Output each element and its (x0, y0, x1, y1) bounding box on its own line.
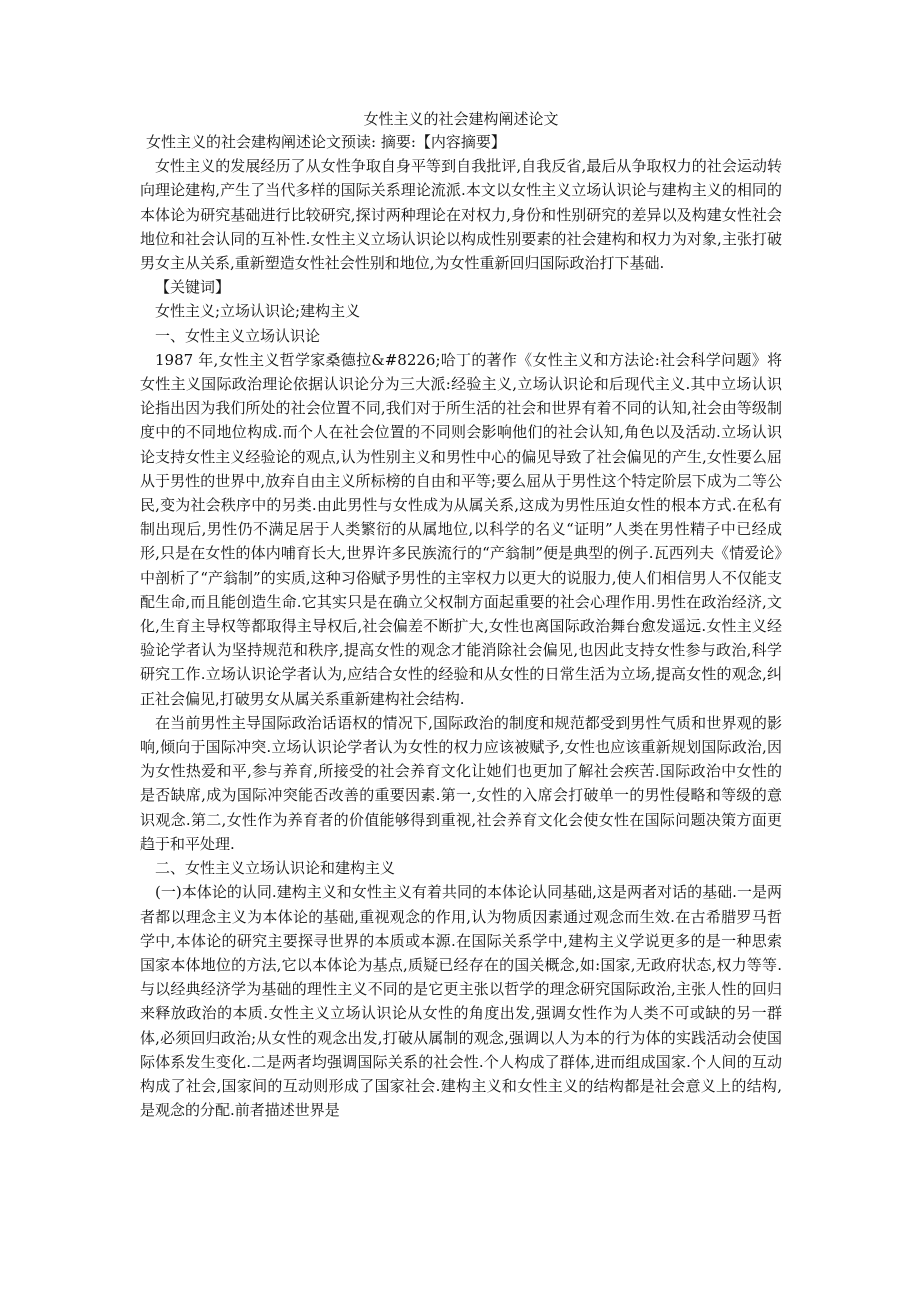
section-1-heading: 一、女性主义立场认识论 (155, 326, 321, 345)
abstract-paragraph: 女性主义的发展经历了从女性争取自身平等到自我批评,自我反省,最后从争取权力的社会运动转向理论建构,产生了当代多样的国际关系理论流派.本文以女性主义立场认识论与建构主义的相同的本体论为研究基础进行比较研究,探讨两种理论在对权力,身份和性别研究的差异以及构建女性社会地位和社会认同的互补性.女性主义立场认识论以构成性别要素的社会建构和权力为对象,主张打破男女主从关系,重新塑造女性社会性别和地位,为女性重新回归国际政治打下基础. (140, 157, 782, 273)
section-2-heading: 二、女性主义立场认识论和建构主义 (155, 859, 396, 878)
keywords-line: 女性主义;立场认识论;建构主义 (155, 302, 361, 321)
keywords-heading: 【关键词】 (155, 278, 231, 297)
preface-line: 女性主义的社会建构阐述论文预读: 摘要:【内容摘要】 (146, 133, 506, 151)
section-1-paragraph-2: 在当前男性主导国际政治话语权的情况下,国际政治的制度和规范都受到男性气质和世界观的影响,倾向于国际冲突.立场认识论学者认为女性的权力应该被赋予,女性也应该重新规划国际政治,因为女性热爱和平,参与养育,所接受的社会养育文化让她们也更加了解社会疾苦.国际政治中女性的是否缺席,成为国际冲突能否改善的重要因素.第一,女性的入席会打破单一的男性侵略和等级的意识观念.第二,女性作为养育者的价值能够得到重视,社会养育文化会使女性在国际问题决策方面更趋于和平处理. (140, 713, 782, 853)
document-title: 女性主义的社会建构阐述论文 (363, 110, 559, 128)
section-2-paragraph-1: (一)本体论的认同.建构主义和女性主义有着共同的本体论认同基础,这是两者对话的基础.一是两者都以理念主义为本体论的基础,重视观念的作用,认为物质因素通过观念而生效.在古希腊罗马哲学中,本体论的研究主要探寻世界的本质或本源.在国际关系学中,建构主义学说更多的是一种思索国家本体地位的方法,它以本体论为基点,质疑已经存在的国关概念,如:国家,无政府状态,权力等等.与以经典经济学为基础的理性主义不同的是它更主张以哲学的理念研究国际政治,主张人性的回归来释放政治的本质.女性主义立场认识论从女性的角度出发,强调女性作为人类不可或缺的另一群体,必须回归政治;从女性的观念出发,打破从属制的观念,强调以人为本的行为体的实践活动会使国际体系发生变化.二是两者均强调国际关系的社会性.个人构成了群体,进而组成国家.个人间的互动构成了社会,国家间的互动则形成了国家社会.建构主义和女性主义的结构都是社会意义上的结构,是观念的分配.前者描述世界是 (140, 883, 782, 1120)
section-1-paragraph-1: 1987 年,女性主义哲学家桑德拉&#8226;哈丁的著作《女性主义和方法论:社会科学问题》将女性主义国际政治理论依据认识论分为三大派:经验主义,立场认识论和后现代主义.其中立场认识论指出因为我们所处的社会位置不同,我们对于所生活的社会和世界有着不同的认知,社会由等级制度中的不同地位构成.而个人在社会位置的不同则会影响他们的社会认知,角色以及活动.立场认识论支持女性主义经验论的观点,认为性别主义和男性中心的偏见导致了社会偏见的产生,女性要么屈从于男性的世界中,放弃自由主义所标榜的自由和平等;要么屈从于男性这个特定阶层下成为二等公民,变为社会秩序中的另类.由此男性与女性成为从属关系,这成为男性压迫女性的根本方式.在私有制出现后,男性仍不满足居于人类繁衍的从属地位,以科学的名义“证明”人类在男性精子中已经成形,只是在女性的体内哺育长大,世界许多民族流行的“产翁制”便是典型的例子.瓦西列夫《情爱论》中剖析了“产翁制”的实质,这种习俗赋予男性的主宰权力以更大的说服力,使人们相信男人不仅能支配生命,而且能创造生命.它其实只是在确立父权制方面起重要的社会心理作用.男性在政治经济,文化,生育主导权等都取得主导权后,社会偏差不断扩大,女性也离国际政治舞台愈发遥远.女性主义经验论学者认为坚持规范和秩序,提高女性的观念才能消除社会偏见,也因此支持女性参与政治,科学研究工作.立场认识论学者认为,应结合女性的经验和从女性的日常生活为立场,提高女性的观念,纠正社会偏见,打破男女从属关系重新建构社会结构. (140, 350, 782, 708)
document-page (140, 108, 782, 1122)
